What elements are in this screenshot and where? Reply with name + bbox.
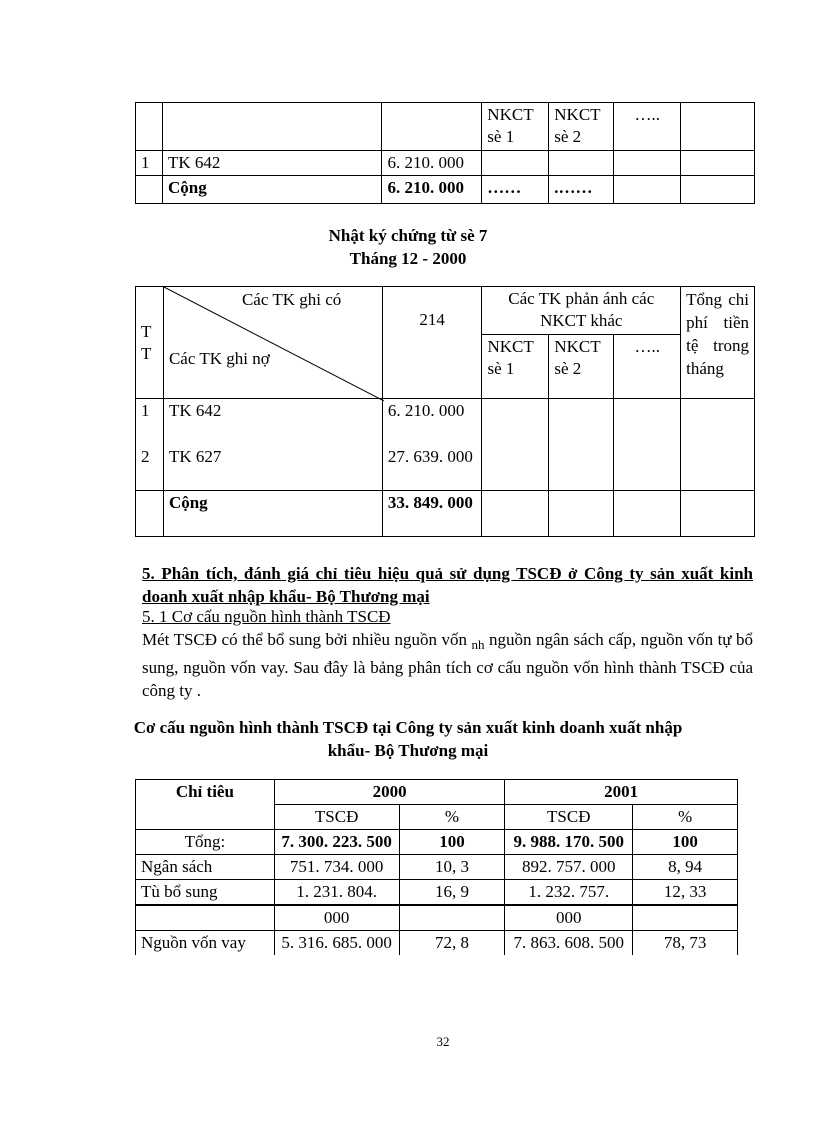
section-paragraph xyxy=(142,628,753,702)
header-pct: % xyxy=(399,805,505,830)
table-row xyxy=(136,855,738,880)
row-value-2001: 9. 988. 170. 500 xyxy=(505,830,633,855)
cell xyxy=(136,103,163,151)
cell xyxy=(399,905,505,931)
row-name: Tổng: xyxy=(136,830,275,855)
table-header-row xyxy=(136,780,738,805)
table3-title: Cơ cấu nguồn hình thành TSCĐ tại Công ty sản xuất kinh doanh xuất nhập khẩu- Bộ Thương mại xyxy=(133,718,683,760)
cell xyxy=(549,399,614,491)
row-value: 27. 639. 000 xyxy=(387,447,473,466)
cell xyxy=(681,151,755,176)
row-value-2000: 5. 316. 685. 000 xyxy=(274,931,399,956)
header-year-2001: 2001 xyxy=(505,780,738,805)
row-value-2000: 1. 231. 804. xyxy=(274,880,399,906)
row-pct-2001: 12, 33 xyxy=(633,880,738,906)
cell xyxy=(382,103,482,151)
row-value-2001: 1. 232. 757. xyxy=(505,880,633,906)
table-row xyxy=(136,905,738,931)
table-nkct7 xyxy=(135,286,755,537)
cell xyxy=(136,176,163,204)
row-name: Nguồn vốn vay xyxy=(136,931,275,956)
row-pct-2000: 100 xyxy=(399,830,505,855)
cell: TK 642 xyxy=(162,151,382,176)
table-row xyxy=(136,931,738,956)
cell xyxy=(681,399,755,491)
cell xyxy=(136,491,164,537)
cell xyxy=(382,399,482,491)
table-header-row xyxy=(136,287,755,335)
cell xyxy=(163,399,382,491)
cell xyxy=(549,491,614,537)
section-subheading: 5. 1 Cơ cấu nguồn hình thành TSCĐ xyxy=(142,607,391,626)
row-account: TK 642 xyxy=(168,401,222,420)
table-nkct-continuation xyxy=(135,102,755,204)
header-indicator: Chỉ tiêu xyxy=(136,780,275,830)
row-name: Ngân sách xyxy=(136,855,275,880)
row-value-2000: 7. 300. 223. 500 xyxy=(274,830,399,855)
cell: ….. xyxy=(614,103,681,151)
cell: 33. 849. 000 xyxy=(382,491,482,537)
cell: NKCT sè 1 xyxy=(482,103,549,151)
cell xyxy=(614,176,681,204)
cell: NKCT sè 2 xyxy=(549,335,614,399)
table-row xyxy=(136,399,755,491)
row-stt: 2 xyxy=(141,447,150,466)
cell xyxy=(614,491,681,537)
table-row xyxy=(136,880,738,906)
cell xyxy=(681,103,755,151)
row-stt: 1 xyxy=(141,401,150,420)
row-name: Tù bổ sung xyxy=(136,880,275,906)
cell xyxy=(162,103,382,151)
row-pct-2000: 16, 9 xyxy=(399,880,505,906)
total-col-header: Tổng chi phí tiền tệ trong tháng xyxy=(681,287,755,399)
row-pct-2000: 10, 3 xyxy=(399,855,505,880)
tt-header: T T xyxy=(136,287,164,399)
table-total-row xyxy=(136,491,755,537)
cell xyxy=(549,151,614,176)
cell xyxy=(482,151,549,176)
table-row xyxy=(136,830,738,855)
cell xyxy=(482,399,549,491)
header-pct: % xyxy=(633,805,738,830)
row-value-2001-cont: 000 xyxy=(505,905,633,931)
nkct7-subtitle: Tháng 12 - 2000 xyxy=(349,249,467,268)
row-pct-2001: 100 xyxy=(633,830,738,855)
cell xyxy=(681,176,755,204)
header-tscd: TSCĐ xyxy=(505,805,633,830)
table-total-row xyxy=(136,176,755,204)
cell: ….. xyxy=(614,335,681,399)
table-capital-structure xyxy=(135,779,738,955)
row-value: 6. 210. 000 xyxy=(387,401,465,420)
nkct7-title: Nhật ký chứng từ sè 7 xyxy=(328,226,488,245)
table-header-row xyxy=(136,103,755,151)
paragraph-part-a: Mét TSCĐ có thể bổ sung bởi nhiều nguồn vốn xyxy=(142,630,467,649)
section-heading: 5. Phân tích, đánh giá chỉ tiêu hiệu quả sử dụng TSCĐ ở Công ty sản xuất kinh doanh xuất nhập khẩu- Bộ Thương mại xyxy=(142,564,753,606)
cell xyxy=(614,151,681,176)
row-value-2000: 751. 734. 000 xyxy=(274,855,399,880)
cell: 6. 210. 000 xyxy=(382,176,482,204)
cell xyxy=(136,399,164,491)
cell xyxy=(633,905,738,931)
cell: NKCT sè 2 xyxy=(549,103,614,151)
row-pct-2001: 8, 94 xyxy=(633,855,738,880)
paragraph-part-b: nguồn ngân sách cấp, nguồn vốn tự bổ sung, nguồn vốn vay. Sau đây là bảng phân tích cơ cấu nguồn vốn hình thành TSCĐ của công ty . xyxy=(142,630,754,700)
cell: NKCT sè 1 xyxy=(482,335,549,399)
page-number: 32 xyxy=(436,1034,450,1049)
cell xyxy=(681,491,755,537)
row-account: TK 627 xyxy=(168,447,222,466)
row-pct-2000: 72, 8 xyxy=(399,931,505,956)
group-header: Các TK phản ánh các NKCT khác xyxy=(482,287,681,335)
cell: Cộng xyxy=(162,176,382,204)
debit-label: Các TK ghi nợ xyxy=(168,349,270,368)
cell: .…… xyxy=(549,176,614,204)
cell xyxy=(136,905,275,931)
row-value-2001: 892. 757. 000 xyxy=(505,855,633,880)
header-year-2000: 2000 xyxy=(274,780,505,805)
cell: 6. 210. 000 xyxy=(382,151,482,176)
credit-label: Các TK ghi có xyxy=(241,290,342,309)
cell: Cộng xyxy=(163,491,382,537)
header-tscd: TSCĐ xyxy=(274,805,399,830)
cell xyxy=(614,399,681,491)
cell: …… xyxy=(482,176,549,204)
table-row xyxy=(136,151,755,176)
diagonal-header xyxy=(163,287,382,399)
col-214: 214 xyxy=(382,287,482,399)
cell: 1 xyxy=(136,151,163,176)
row-value-2001: 7. 863. 608. 500 xyxy=(505,931,633,956)
cell xyxy=(482,491,549,537)
row-pct-2001: 78, 73 xyxy=(633,931,738,956)
paragraph-nh: nh xyxy=(471,637,485,652)
row-value-2000-cont: 000 xyxy=(274,905,399,931)
